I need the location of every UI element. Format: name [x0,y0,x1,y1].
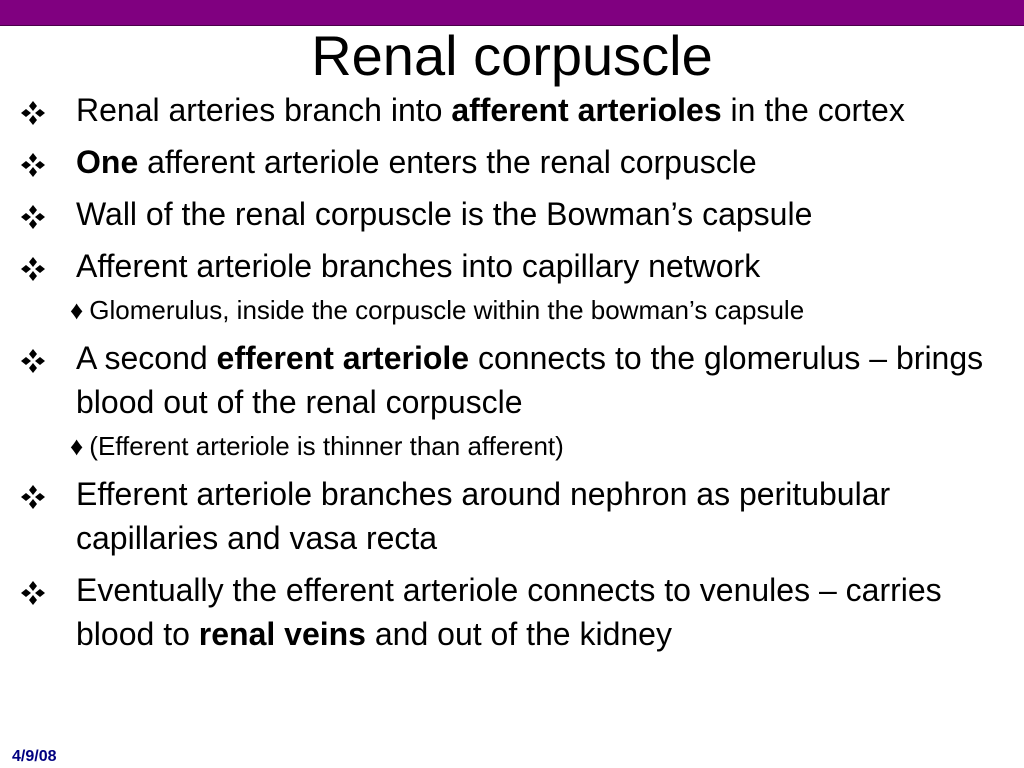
diamond-icon: ♦ [70,295,84,325]
bullet-item [0,244,1024,288]
bullet-item [0,88,1024,132]
bullet-text: Wall of the renal corpuscle is the Bowman’s capsule [76,196,813,232]
bullet-bold-text: afferent arterioles [451,92,722,128]
bullet-text: Efferent arteriole branches around nephron as peritubular capillaries and vasa recta [76,476,891,556]
bullet-list [0,88,1024,664]
bullet-bold-text: efferent arteriole [216,340,470,376]
bullet-text: and out of the kidney [365,616,672,652]
bullet-item [0,472,1024,560]
slide-date: 4/9/08 [12,748,57,765]
sub-bullet-item [0,428,1024,464]
bullet-item [0,140,1024,184]
sub-bullet-text: Glomerulus, inside the corpuscle within the bowman’s capsule [89,295,805,325]
four-diamond-icon [20,100,46,126]
diamond-icon: ♦ [70,431,84,461]
four-diamond-icon [20,204,46,230]
bullet-item [0,192,1024,236]
bullet-text: in the cortex [721,92,905,128]
bullet-item [0,336,1024,424]
four-diamond-icon [20,484,46,510]
bullet-item [0,568,1024,656]
bullet-bold-text: One [76,144,139,180]
four-diamond-icon [20,152,46,178]
bullet-text: Renal arteries branch into [76,92,452,128]
bullet-text: afferent arteriole enters the renal corpuscle [138,144,757,180]
four-diamond-icon [20,580,46,606]
bullet-text: Eventually the efferent arteriole connects to venules – carries blood to [76,572,942,652]
four-diamond-icon [20,348,46,374]
bullet-text: connects to the glomerulus – brings blood out of the renal corpuscle [76,340,984,420]
slide-title: Renal corpuscle [311,24,713,87]
bullet-bold-text: renal veins [198,616,366,652]
bullet-text: A second [76,340,217,376]
sub-bullet-text: (Efferent arteriole is thinner than afferent) [89,431,564,461]
sub-bullet-item [0,292,1024,328]
four-diamond-icon [20,256,46,282]
bullet-text: Afferent arteriole branches into capillary network [76,248,761,284]
